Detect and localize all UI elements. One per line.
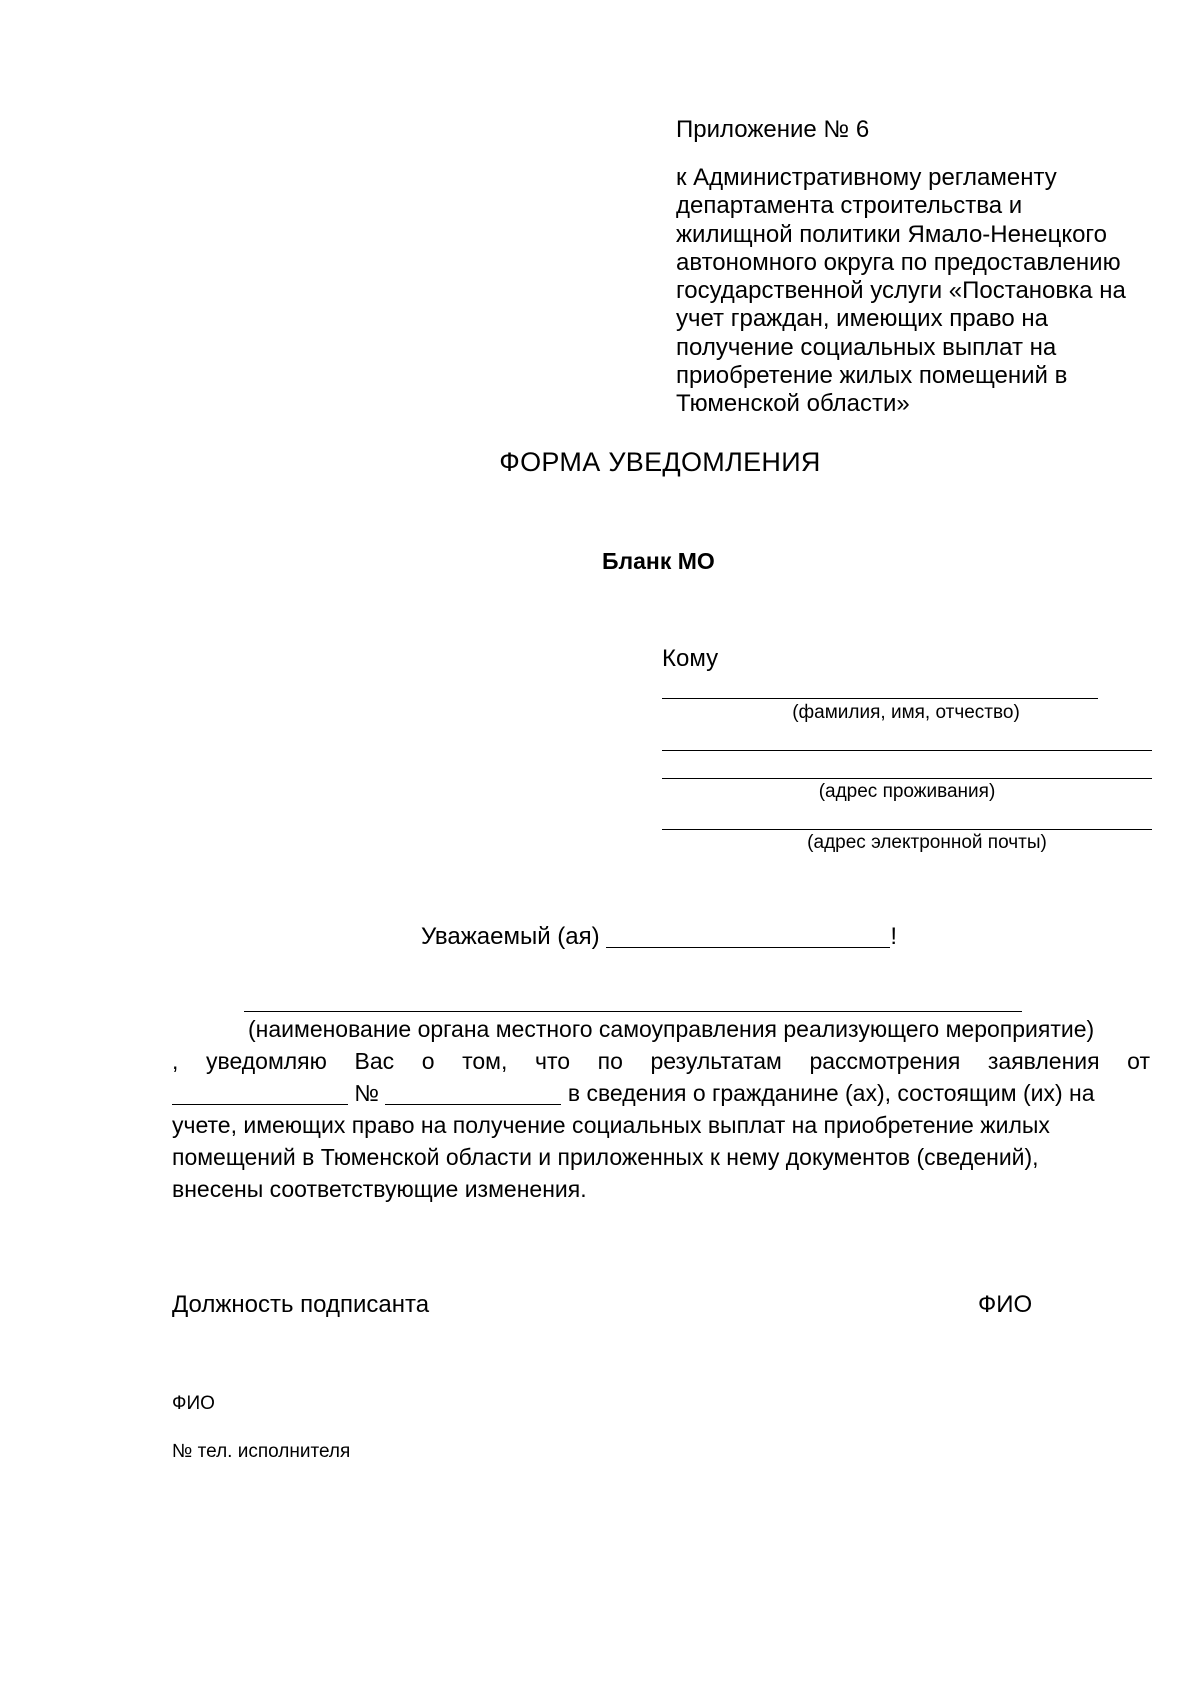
body-line-3: учете, имеющих право на получение социальных выплат на приобретение жилых (172, 1112, 1050, 1138)
blank-label: Бланк МО (602, 548, 715, 574)
form-title: ФОРМА УВЕДОМЛЕНИЯ (499, 447, 821, 477)
appendix-line: Тюменской области» (676, 390, 910, 418)
to-label: Кому (662, 645, 719, 672)
appendix-line: приобретение жилых помещений в (676, 362, 1068, 390)
application-number-blank[interactable] (385, 1080, 561, 1105)
name-caption: (фамилия, имя, отчество) (792, 702, 1020, 723)
greeting-end: ! (890, 923, 897, 951)
appendix-line: автономного округа по предоставлению (676, 248, 1121, 276)
appendix-text (676, 164, 1196, 419)
appendix-line: получение социальных выплат на (676, 333, 1057, 361)
greeting-name-blank[interactable] (606, 922, 890, 948)
greeting (421, 922, 897, 951)
application-date-blank[interactable] (172, 1080, 348, 1105)
address-caption: (адрес проживания) (818, 781, 996, 802)
appendix-line: учет граждан, имеющих право на (676, 305, 1049, 333)
name-field-line[interactable] (662, 698, 1098, 699)
address-field-line-1[interactable] (662, 750, 1152, 751)
body-line-4: помещений в Тюменской области и приложенных к нему документов (сведений), (172, 1144, 1039, 1170)
address-field-line-2[interactable] (662, 778, 1152, 779)
email-field-line[interactable] (662, 829, 1152, 830)
email-caption: (адрес электронной почты) (807, 832, 1047, 853)
body-line-2-text: в сведения о гражданине (ах), состоящим (их) на (567, 1080, 1095, 1107)
body-line-5: внесены соответствующие изменения. (172, 1176, 587, 1202)
executor-fio: ФИО (172, 1393, 215, 1414)
signatory-position: Должность подписанта (172, 1291, 430, 1318)
number-sign: № (354, 1080, 380, 1107)
appendix-line: департамента строительства и (676, 192, 1023, 220)
executor-phone: № тел. исполнителя (172, 1441, 351, 1462)
signatory-fio: ФИО (978, 1291, 1033, 1318)
appendix-line: жилищной политики Ямало-Ненецкого (676, 220, 1108, 248)
greeting-text: Уважаемый (ая) (421, 923, 600, 951)
body-line-1: , уведомляю Вас о том, что по результатам рассмотрения заявления от (172, 1048, 1150, 1074)
appendix-title: Приложение № 6 (676, 116, 870, 143)
appendix-line: государственной услуги «Постановка на (676, 277, 1126, 305)
org-caption: (наименование органа местного самоуправления реализующего мероприятие) (248, 1016, 1095, 1042)
appendix-line: к Административному регламенту (676, 164, 1057, 191)
org-name-field-line[interactable] (244, 1011, 1022, 1012)
body-line-2 (172, 1080, 1095, 1107)
